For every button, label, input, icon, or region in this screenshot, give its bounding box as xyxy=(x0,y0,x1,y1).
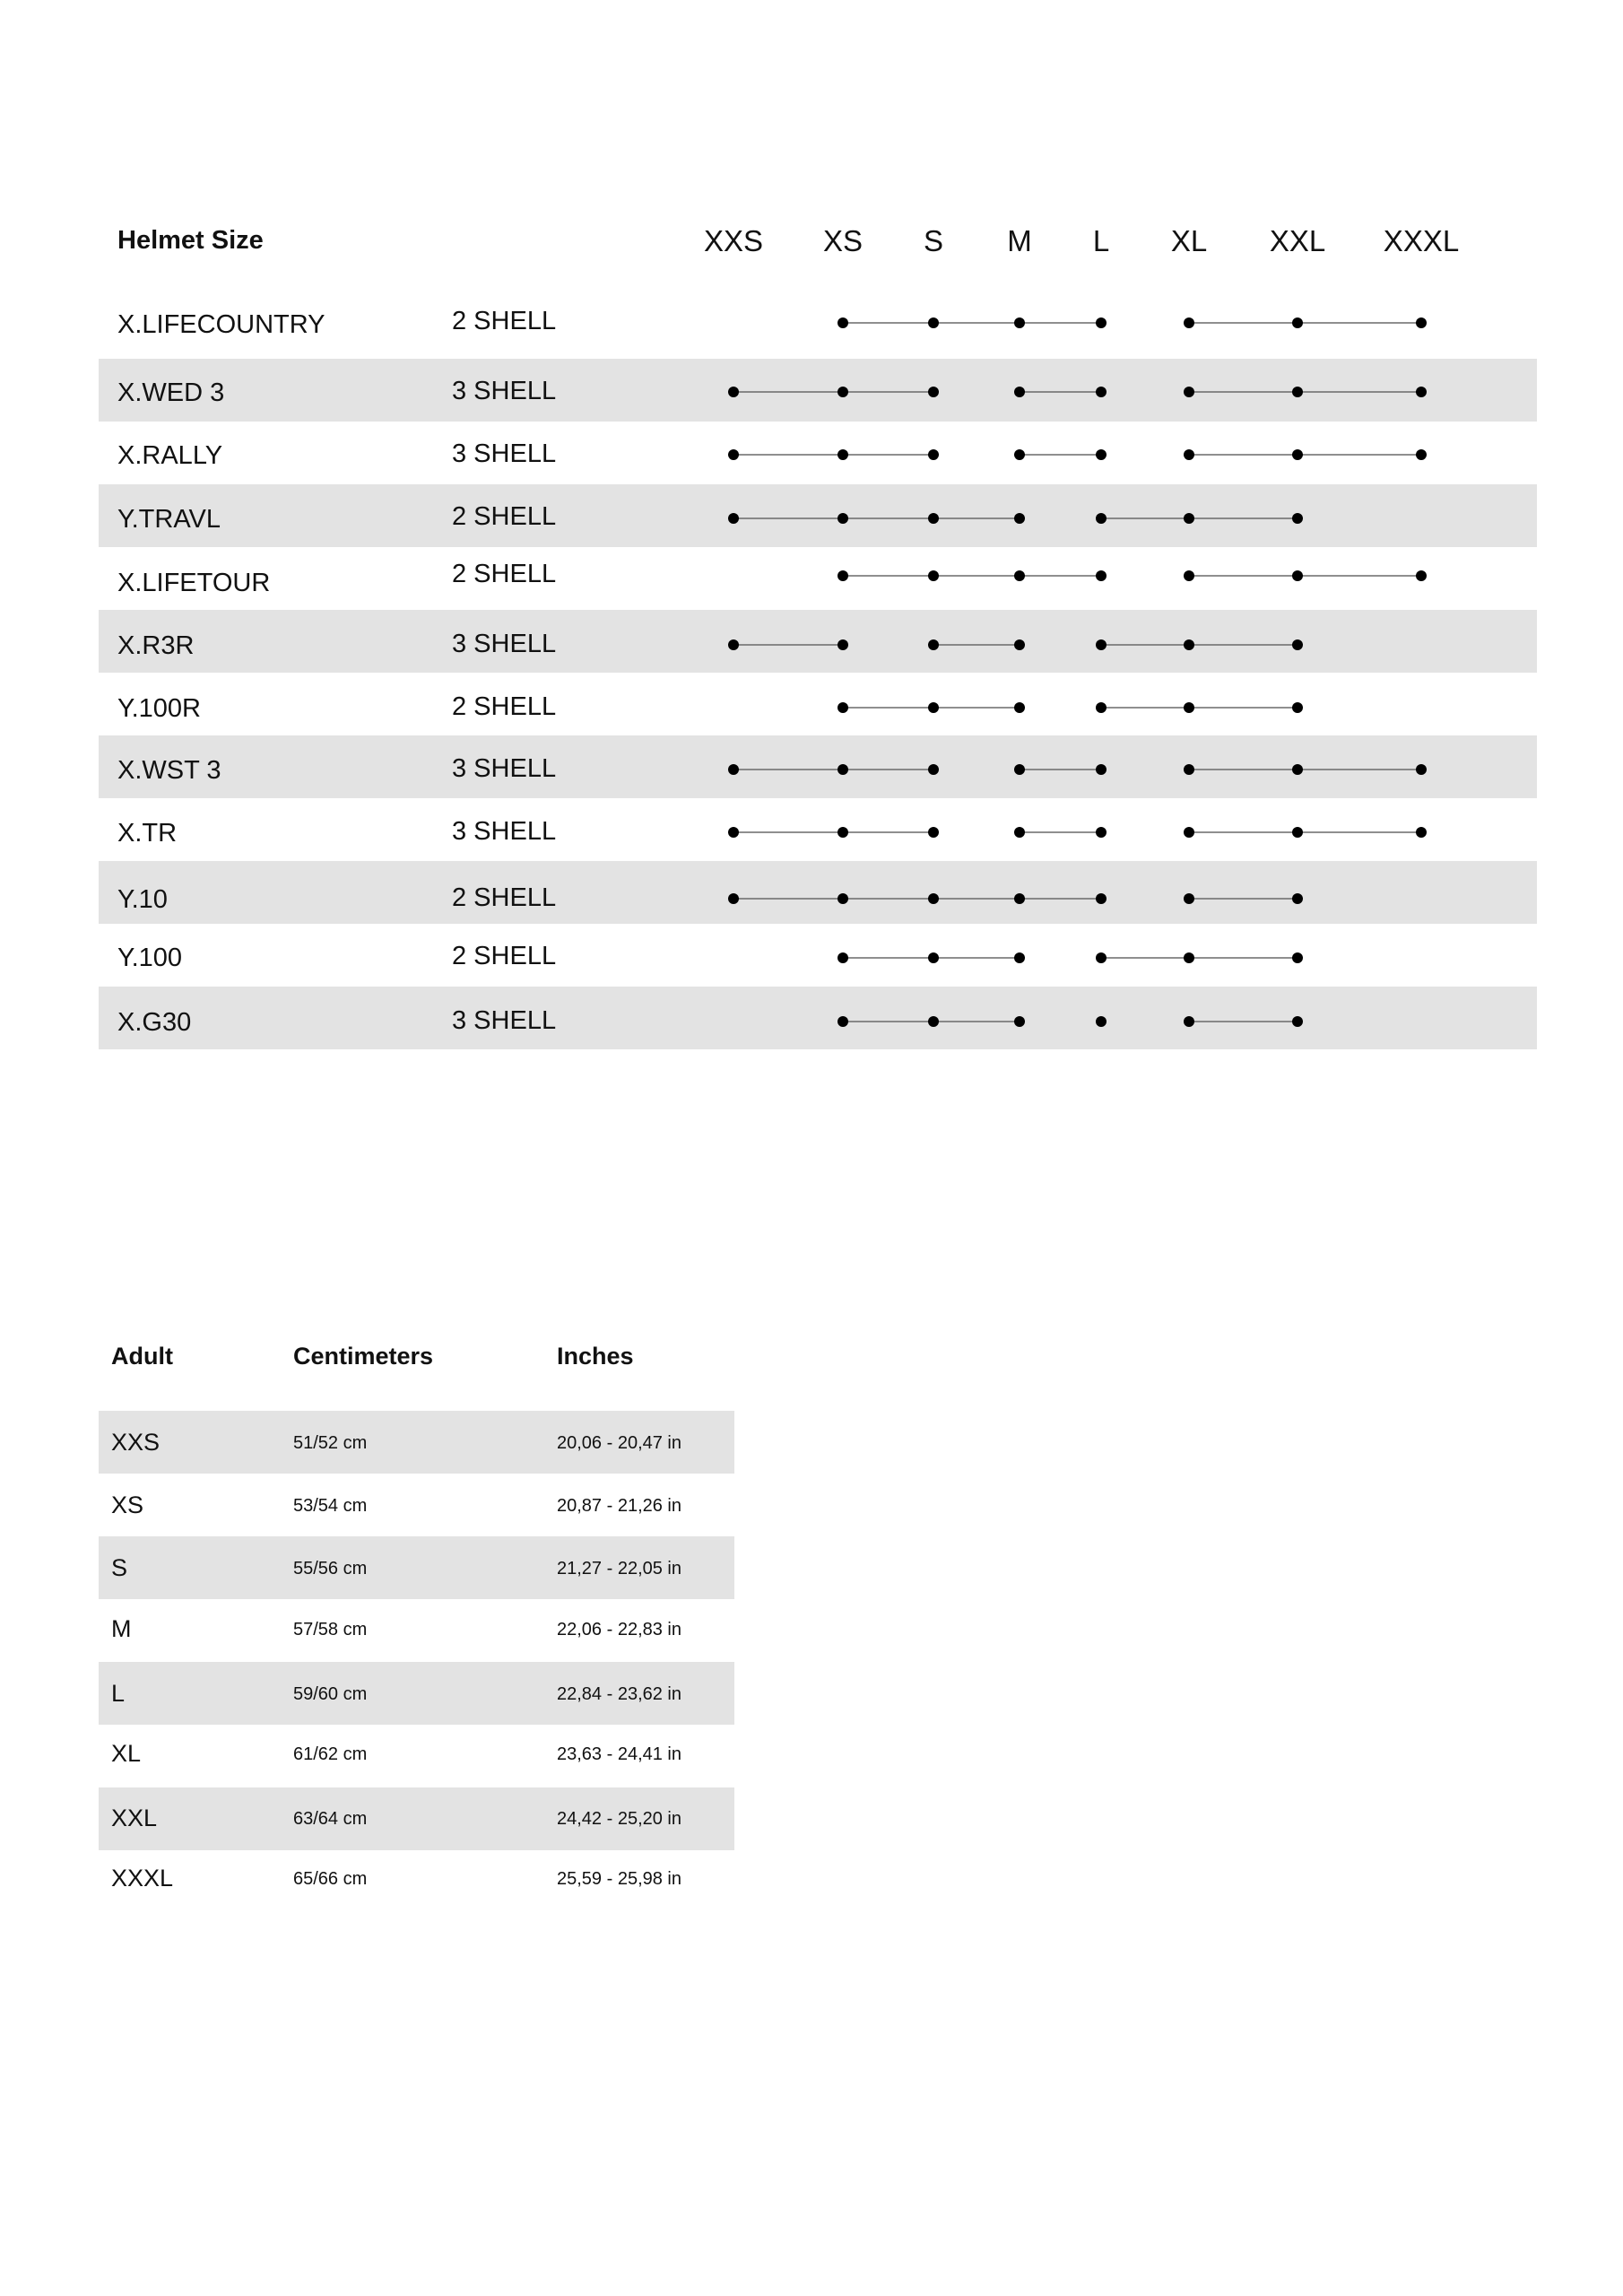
shell-label: 2 SHELL xyxy=(452,692,557,721)
size-dot-xs xyxy=(838,827,848,838)
size-dot-xl xyxy=(1184,639,1194,650)
size-dot-xxl xyxy=(1292,702,1303,713)
size-dot-l xyxy=(1096,764,1107,775)
shell-label: 2 SHELL xyxy=(452,307,557,335)
size-dot-xs xyxy=(838,449,848,460)
shell-label: 3 SHELL xyxy=(452,439,557,468)
shell-label: 2 SHELL xyxy=(452,560,557,588)
size-dot-xxl xyxy=(1292,1016,1303,1027)
size-dot-s xyxy=(928,893,939,904)
model-name: Y.10 xyxy=(117,885,168,914)
size-dot-l xyxy=(1096,702,1107,713)
size-dot-m xyxy=(1014,449,1025,460)
size-dot-xxxl xyxy=(1416,827,1427,838)
size-dot-xxxl xyxy=(1416,449,1427,460)
size-availability-dots xyxy=(0,0,1623,1076)
size-dot-xs xyxy=(838,639,848,650)
size-dot-xxxl xyxy=(1416,764,1427,775)
table-inches: 20,06 - 20,47 in xyxy=(557,1433,681,1453)
size-dot-m xyxy=(1014,764,1025,775)
size-dot-xl xyxy=(1184,702,1194,713)
size-dot-s xyxy=(928,764,939,775)
model-name: X.RALLY xyxy=(117,441,223,470)
size-dot-s xyxy=(928,570,939,581)
size-dot-xl xyxy=(1184,893,1194,904)
model-name: X.LIFECOUNTRY xyxy=(117,310,325,339)
model-name: Y.100 xyxy=(117,944,183,972)
table-inches: 25,59 - 25,98 in xyxy=(557,1869,681,1889)
size-dot-s xyxy=(928,827,939,838)
table-inches: 22,06 - 22,83 in xyxy=(557,1620,681,1639)
size-dot-xs xyxy=(838,952,848,963)
size-dot-xxl xyxy=(1292,317,1303,328)
size-header-xxl: XXL xyxy=(1269,224,1326,257)
table-cm: 63/64 cm xyxy=(293,1809,368,1829)
table-size: XXXL xyxy=(111,1865,174,1892)
size-dot-s xyxy=(928,1016,939,1027)
size-dot-s xyxy=(928,639,939,650)
size-dot-xl xyxy=(1184,387,1194,397)
size-dot-xs xyxy=(838,317,848,328)
size-dot-xxl xyxy=(1292,764,1303,775)
table-size: M xyxy=(111,1615,132,1642)
shell-label: 3 SHELL xyxy=(452,817,557,846)
table-inches: 22,84 - 23,62 in xyxy=(557,1684,681,1704)
table-inches: 23,63 - 24,41 in xyxy=(557,1744,681,1764)
size-dot-xl xyxy=(1184,513,1194,524)
size-dot-xl xyxy=(1184,1016,1194,1027)
size-dot-l xyxy=(1096,639,1107,650)
size-dot-xxl xyxy=(1292,387,1303,397)
size-dot-xs xyxy=(838,764,848,775)
size-dot-xxxl xyxy=(1416,387,1427,397)
size-dot-s xyxy=(928,952,939,963)
size-dot-l xyxy=(1096,952,1107,963)
size-dot-xs xyxy=(838,1016,848,1027)
size-dot-m xyxy=(1014,952,1025,963)
table-size: S xyxy=(111,1554,128,1581)
size-dot-xxs xyxy=(728,764,739,775)
size-dot-xl xyxy=(1184,449,1194,460)
chart-title: Helmet Size xyxy=(117,226,264,255)
size-dot-m xyxy=(1014,513,1025,524)
table-size: XS xyxy=(111,1492,144,1518)
model-name: X.TR xyxy=(117,819,178,848)
table-size: XXL xyxy=(111,1805,158,1831)
size-dot-xs xyxy=(838,893,848,904)
table-cm: 61/62 cm xyxy=(293,1744,368,1764)
size-dot-l xyxy=(1096,317,1107,328)
table-inches: 21,27 - 22,05 in xyxy=(557,1559,681,1578)
header-inches: Inches xyxy=(557,1343,634,1370)
size-dot-m xyxy=(1014,639,1025,650)
table-cm: 51/52 cm xyxy=(293,1433,368,1453)
model-name: X.LIFETOUR xyxy=(117,569,271,597)
size-dot-s xyxy=(928,702,939,713)
size-dot-xxs xyxy=(728,639,739,650)
size-header-l: L xyxy=(1092,224,1110,257)
size-header-xxs: XXS xyxy=(703,224,764,257)
table-cm: 65/66 cm xyxy=(293,1869,368,1889)
size-dot-l xyxy=(1096,570,1107,581)
table-cm: 59/60 cm xyxy=(293,1684,368,1704)
model-name: X.WST 3 xyxy=(117,756,221,785)
model-name: X.WED 3 xyxy=(117,378,225,407)
size-dot-xl xyxy=(1184,764,1194,775)
size-dot-xs xyxy=(838,570,848,581)
table-size: XXS xyxy=(111,1429,161,1456)
size-dot-xl xyxy=(1184,827,1194,838)
size-dot-m xyxy=(1014,702,1025,713)
size-dot-l xyxy=(1096,387,1107,397)
shell-label: 3 SHELL xyxy=(452,377,557,405)
table-inches: 24,42 - 25,20 in xyxy=(557,1809,681,1829)
table-inches: 20,87 - 21,26 in xyxy=(557,1496,681,1516)
size-dot-xxl xyxy=(1292,952,1303,963)
shell-label: 3 SHELL xyxy=(452,630,557,658)
size-dot-xxs xyxy=(728,449,739,460)
size-dot-xxxl xyxy=(1416,317,1427,328)
size-dot-l xyxy=(1096,449,1107,460)
size-dot-m xyxy=(1014,1016,1025,1027)
size-dot-s xyxy=(928,449,939,460)
size-header-s: S xyxy=(923,224,944,257)
header-adult: Adult xyxy=(111,1343,173,1370)
size-dot-m xyxy=(1014,387,1025,397)
size-dot-l xyxy=(1096,1016,1107,1027)
shell-label: 2 SHELL xyxy=(452,502,557,531)
table-cm: 53/54 cm xyxy=(293,1496,368,1516)
size-dot-xxl xyxy=(1292,827,1303,838)
model-name: Y.100R xyxy=(117,694,201,723)
size-dot-xxl xyxy=(1292,639,1303,650)
size-dot-m xyxy=(1014,827,1025,838)
model-name: X.G30 xyxy=(117,1008,192,1037)
size-dot-m xyxy=(1014,893,1025,904)
table-cm: 55/56 cm xyxy=(293,1559,368,1578)
helmet-size-chart xyxy=(0,0,1623,1076)
table-size: L xyxy=(111,1680,126,1707)
size-dot-xs xyxy=(838,702,848,713)
size-dot-xxl xyxy=(1292,893,1303,904)
size-dot-xs xyxy=(838,513,848,524)
size-dot-l xyxy=(1096,827,1107,838)
shell-label: 3 SHELL xyxy=(452,754,557,783)
size-dot-xl xyxy=(1184,952,1194,963)
size-dot-xs xyxy=(838,387,848,397)
model-name: Y.TRAVL xyxy=(117,505,221,534)
size-dot-xl xyxy=(1184,317,1194,328)
shell-label: 3 SHELL xyxy=(452,1006,557,1035)
shell-label: 2 SHELL xyxy=(452,883,557,912)
size-dot-s xyxy=(928,513,939,524)
size-header-m: M xyxy=(1007,224,1032,257)
size-header-xxxl: XXXL xyxy=(1383,224,1460,257)
size-dot-xxs xyxy=(728,513,739,524)
size-dot-s xyxy=(928,387,939,397)
size-dot-xxs xyxy=(728,893,739,904)
size-dot-xxl xyxy=(1292,513,1303,524)
model-name: X.R3R xyxy=(117,631,195,660)
size-dot-s xyxy=(928,317,939,328)
size-dot-xl xyxy=(1184,570,1194,581)
size-header-xs: XS xyxy=(822,224,864,257)
size-dot-m xyxy=(1014,317,1025,328)
size-dot-xxxl xyxy=(1416,570,1427,581)
shell-label: 2 SHELL xyxy=(452,942,557,970)
size-dot-xxl xyxy=(1292,449,1303,460)
header-centimeters: Centimeters xyxy=(293,1343,434,1370)
size-dot-l xyxy=(1096,513,1107,524)
size-dot-m xyxy=(1014,570,1025,581)
table-size: XL xyxy=(111,1740,142,1767)
size-dot-xxs xyxy=(728,387,739,397)
size-header-xl: XL xyxy=(1170,224,1208,257)
size-dot-xxl xyxy=(1292,570,1303,581)
table-cm: 57/58 cm xyxy=(293,1620,368,1639)
size-dot-xxs xyxy=(728,827,739,838)
size-dot-l xyxy=(1096,893,1107,904)
